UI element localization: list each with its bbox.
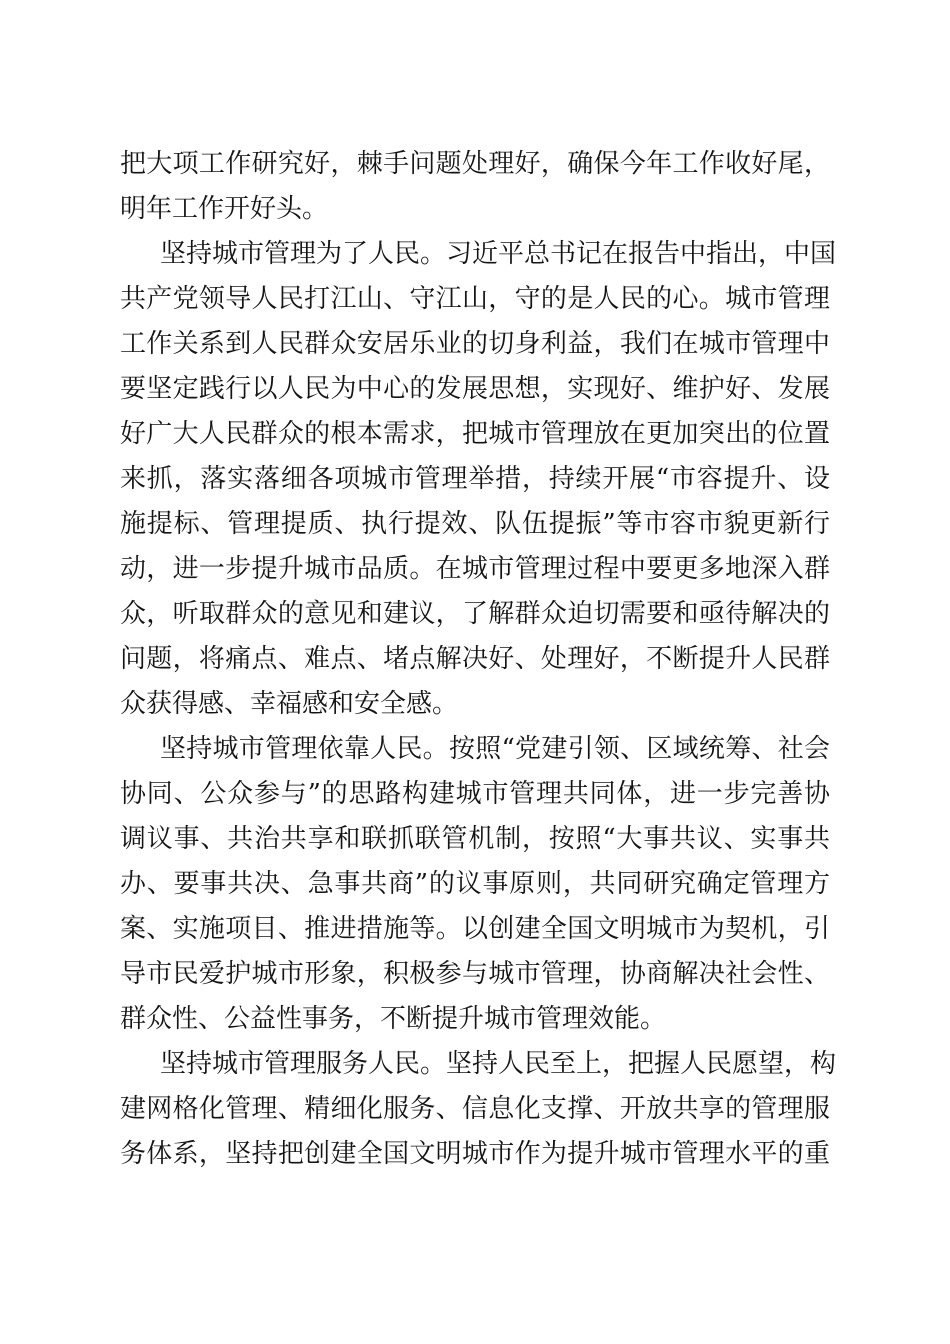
text-line: 工作关系到人民群众安居乐业的切身利益，我们在城市管理中 — [120, 329, 830, 359]
text-line: 众获得感、幸福感和安全感。 — [120, 689, 459, 719]
text-line: 动，进一步提升城市品质。在城市管理过程中要更多地深入群 — [120, 554, 830, 584]
text-line: 群众性、公益性事务，不断提升城市管理效能。 — [120, 1004, 667, 1034]
paragraph-first-line: 坚持城市管理服务人民。坚持人民至上，把握人民愿望，构 — [160, 1049, 837, 1079]
text-line: 办、要事共决、急事共商”的议事原则，共同研究确定管理方 — [120, 869, 830, 899]
text-line: 施提标、管理提质、执行提效、队伍提振”等市容市貌更新行 — [120, 509, 830, 539]
text-line: 调议事、共治共享和联抓联管机制，按照“大事共议、实事共 — [120, 824, 830, 854]
text-line: 要坚定践行以人民为中心的发展思想，实现好、维护好、发展 — [120, 374, 830, 404]
text-line: 建网格化管理、精细化服务、信息化支撑、开放共享的管理服 — [120, 1094, 830, 1124]
text-line: 明年工作开好头。 — [120, 194, 329, 224]
text-line: 导市民爱护城市形象，积极参与城市管理，协商解决社会性、 — [120, 959, 830, 989]
paragraph-first-line: 坚持城市管理依靠人民。按照“党建引领、区域统筹、社会 — [160, 734, 830, 764]
text-line: 众，听取群众的意见和建议，了解群众迫切需要和亟待解决的 — [120, 599, 830, 629]
text-line: 问题，将痛点、难点、堵点解决好、处理好，不断提升人民群 — [120, 644, 830, 674]
text-line: 协同、公众参与”的思路构建城市管理共同体，进一步完善协 — [120, 779, 830, 809]
paragraph-first-line: 坚持城市管理为了人民。习近平总书记在报告中指出，中国 — [160, 239, 837, 269]
text-line: 共产党领导人民打江山、守江山，守的是人民的心。城市管理 — [120, 284, 830, 314]
text-line: 把大项工作研究好，棘手问题处理好，确保今年工作收好尾， — [120, 149, 830, 179]
text-line: 来抓，落实落细各项城市管理举措，持续开展“市容提升、设 — [120, 464, 830, 494]
text-line: 案、实施项目、推进措施等。以创建全国文明城市为契机，引 — [120, 914, 830, 944]
text-line: 务体系，坚持把创建全国文明城市作为提升城市管理水平的重 — [120, 1139, 830, 1169]
text-line: 好广大人民群众的根本需求，把城市管理放在更加突出的位置 — [120, 419, 830, 449]
